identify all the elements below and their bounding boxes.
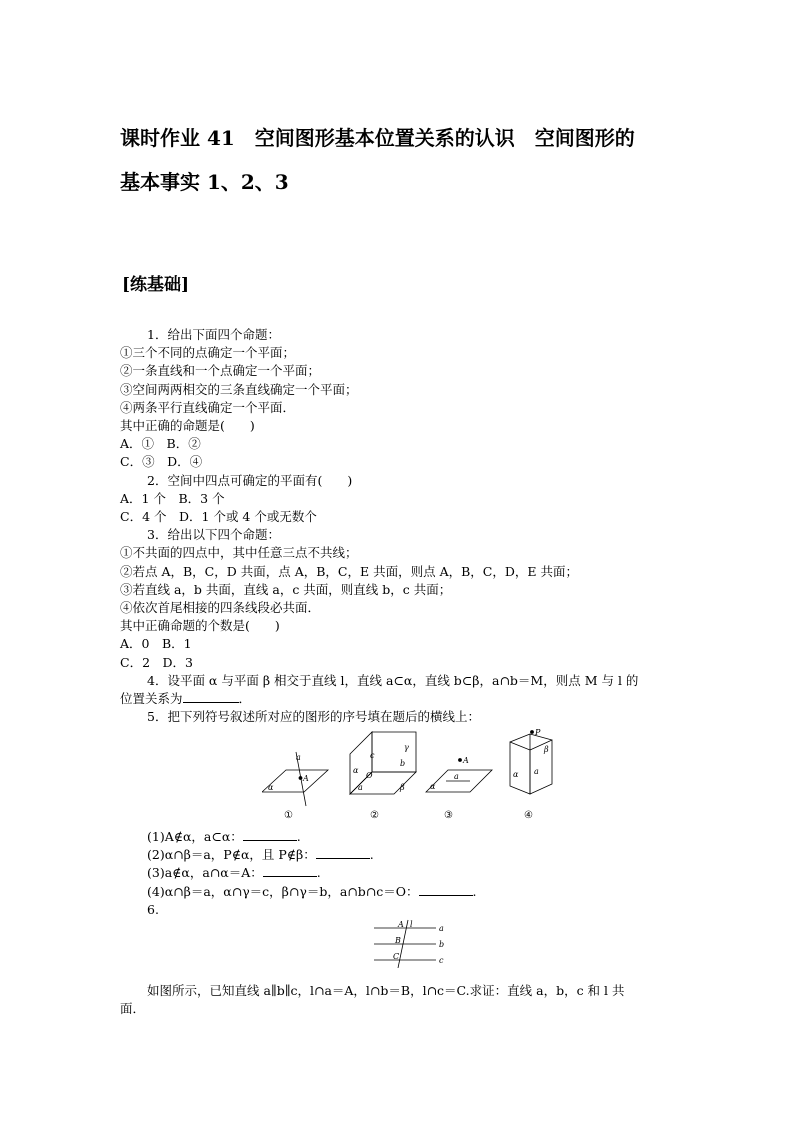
q3-options-2: C．2 D．3	[120, 654, 193, 670]
q1-options-1: A．① B．②	[120, 436, 201, 452]
q1-item-3: ③空间两两相交的三条直线确定一个平面；	[120, 381, 358, 397]
q5-part-4: (4)α∩β＝a，α∩γ＝c，β∩γ＝b，a∩b∩c＝O： .	[147, 883, 477, 899]
q2-stem: 2．空间中四点可确定的平面有( )	[147, 472, 353, 488]
q6-a: a	[439, 924, 444, 933]
title-line-2: 基本事实 1、2、3	[120, 170, 289, 194]
q1-item-1: ①三个不同的点确定一个平面；	[120, 345, 296, 361]
q5-figure-1	[262, 752, 328, 806]
fig1-A: A	[303, 774, 309, 783]
q1-item-4: ④两条平行直线确定一个平面．	[120, 399, 296, 415]
fig4-beta: β	[544, 745, 549, 754]
q6-c: c	[439, 956, 444, 965]
fig3-A: A	[463, 756, 469, 765]
plane-back	[372, 732, 416, 772]
q6-l: l	[410, 920, 413, 929]
q2-options-2: C．4 个 D．1 个或 4 个或无数个	[120, 509, 317, 525]
q3-stem: 3．给出以下四个命题：	[147, 527, 280, 543]
q5-figures	[262, 728, 572, 824]
q5-part-3-blank[interactable]	[263, 876, 317, 877]
point-P-4	[531, 731, 534, 734]
q5-part-1-blank[interactable]	[243, 840, 297, 841]
q6-line-1: 如图所示，已知直线 a∥b∥c，l∩a＝A，l∩b＝B，l∩c＝C.求证：直线 a，b，c 和 l 共	[147, 983, 625, 998]
section-label: [练基础]	[122, 275, 190, 295]
q1-options-2: C．③ D．④	[120, 454, 203, 470]
q6-statement	[120, 982, 677, 1019]
point-A-3	[459, 759, 462, 762]
q4-prefix: 位置关系为	[120, 691, 183, 707]
q6-A: A	[398, 920, 404, 929]
q3-item-4: ④依次首尾相接的四条线段必共面．	[120, 600, 321, 616]
q6-b: b	[439, 940, 445, 949]
fig-number-4: ④	[524, 810, 533, 821]
fig2-beta: β	[400, 783, 405, 792]
fig2-c: c	[370, 751, 375, 760]
point-A-1	[299, 777, 302, 780]
fig3-alpha: α	[430, 782, 436, 791]
q5-parts	[147, 828, 677, 919]
q3-options-1: A．0 B．1	[120, 636, 192, 652]
q6-B: B	[395, 936, 401, 945]
fig4-a: a	[534, 767, 539, 776]
q6-number: 6.	[147, 901, 159, 917]
q5-figure-3	[426, 759, 492, 793]
fig4-alpha: α	[513, 770, 519, 779]
plane-alpha-4	[510, 742, 530, 794]
fig4-P: P	[535, 728, 541, 737]
q2-options-1: A．1 个 B．3 个	[120, 490, 225, 506]
q5-stem: 5．把下列符号叙述所对应的图形的序号填在题后的横线上：	[147, 709, 480, 725]
fig2-O: O	[366, 771, 373, 780]
q1-ask: 其中正确的命题是( )	[120, 418, 255, 434]
fig1-a: a	[296, 753, 301, 762]
fig-number-3: ③	[444, 810, 453, 821]
q5-part-4-blank[interactable]	[419, 895, 473, 896]
fig3-a: a	[454, 772, 459, 781]
q5-figure-4	[510, 731, 552, 795]
fig-number-2: ②	[370, 810, 379, 821]
fig2-alpha: α	[353, 766, 359, 775]
q5-part-2-blank[interactable]	[316, 858, 370, 859]
q6-C: C	[393, 952, 400, 961]
question-body	[120, 326, 677, 726]
fig1-alpha: α	[268, 783, 274, 792]
q1-item-2: ②一条直线和一个点确定一个平面；	[120, 363, 321, 379]
q3-item-1: ①不共面的四点中，其中任意三点不共线；	[120, 545, 358, 561]
q5-part-1: (1)A∉α，a⊂α： .	[147, 829, 301, 844]
q4-suffix: ．	[238, 691, 252, 707]
q4-line-1: 4．设平面 α 与平面 β 相交于直线 l，直线 a⊂α，直线 b⊂β，a∩b＝M，则点 M 与 l 的	[147, 672, 639, 688]
q6-figure	[372, 918, 452, 968]
title-line-1: 课时作业 41 空间图形基本位置关系的认识 空间图形的	[120, 126, 635, 150]
q6-line-2: 面．	[120, 1001, 146, 1017]
q3-item-2: ②若点 A，B，C，D 共面，点 A，B，C，E 共面，则点 A，B，C，D，E 共面；	[120, 563, 578, 579]
q4-answer-blank[interactable]	[183, 702, 239, 703]
fig-number-1: ①	[284, 810, 293, 821]
fig2-b: b	[400, 759, 406, 768]
q5-part-2: (2)α∩β＝a，P∉α，且 P∉β： .	[147, 847, 374, 863]
q3-item-3: ③若直线 a，b 共面，直线 a，c 共面，则直线 b，c 共面；	[120, 581, 452, 597]
q3-ask: 其中正确命题的个数是( )	[120, 618, 280, 634]
q4-line-2	[120, 690, 677, 708]
fig2-a: a	[358, 783, 363, 792]
q5-part-3: (3)a∉α，a∩α＝A： .	[147, 865, 321, 881]
fig2-gamma: γ	[404, 743, 409, 752]
q1-stem: 1．给出下面四个命题：	[147, 327, 280, 342]
